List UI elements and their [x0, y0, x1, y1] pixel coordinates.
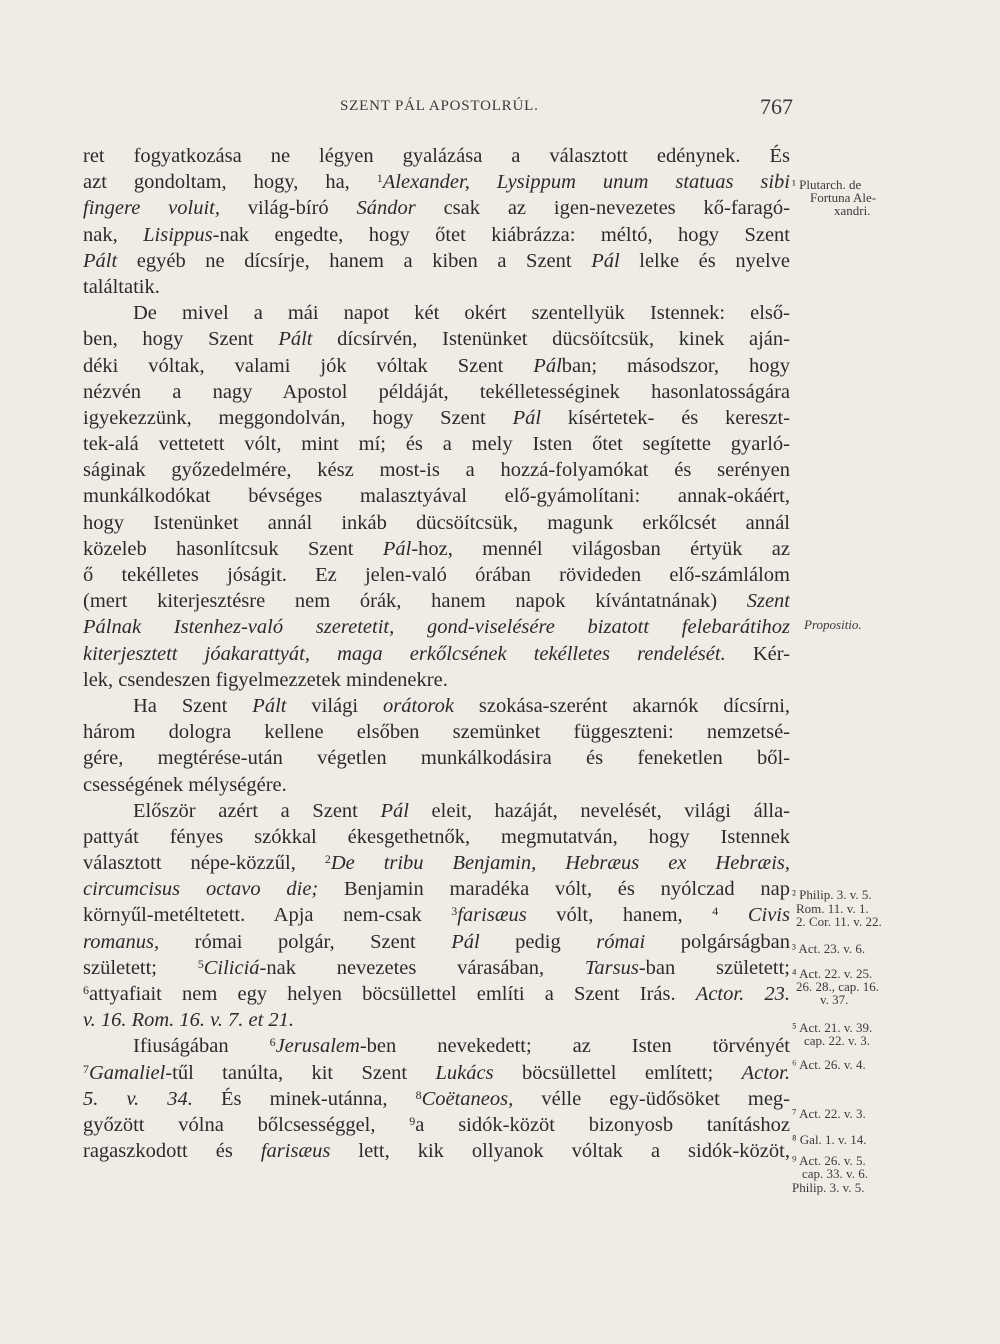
text-span: És minek-utánna, — [192, 1087, 416, 1110]
text-line — [83, 1033, 790, 1059]
margin-note-4 — [792, 967, 910, 1006]
margin-note-line: Philip. 3. v. 5. — [792, 1180, 865, 1195]
margin-note-6 — [792, 1058, 910, 1071]
margin-note-1 — [792, 178, 910, 217]
text-line: gére, megtérése-után végetlen munkálkodásira és feneketlen ből- — [83, 747, 790, 770]
name-italic: Lukács — [435, 1061, 494, 1084]
text-span: lelke és nyelve — [619, 249, 790, 272]
name-italic: Pál — [382, 537, 412, 560]
margin-note-9 — [792, 1154, 910, 1194]
text-line: lek, csendeszen figyelmezzetek mindenekre. — [83, 668, 448, 691]
margin-note-propositio — [792, 618, 910, 631]
margin-note-line: ¹ Plutarch. de — [792, 177, 862, 192]
text-span: Ha Szent — [133, 694, 253, 717]
margin-note-line: ⁹ Act. 26. v. 5. — [792, 1153, 866, 1168]
italic-span: Pálnak Istenhez-való szeretetit, gond-viselésére bizatott felebarátihoz — [83, 616, 790, 639]
footnote-ref: 9 — [409, 1113, 416, 1128]
name-italic: Pál — [451, 930, 480, 953]
text-line: csességének mélységére. — [83, 773, 287, 796]
text-line — [83, 326, 790, 352]
text-line: ret fogyatkozása ne légyen gyalázása a választott edénynek. És — [83, 145, 790, 167]
text-line: De mivel a mái napot két okért szentellyük Istennek: első- — [133, 302, 790, 325]
latin-quote: farisæus — [260, 1140, 331, 1163]
text-span: -tűl tanúlta, kit Szent — [165, 1061, 436, 1084]
text-span: győzött vólna bőlcsességgel, — [83, 1113, 410, 1136]
text-line — [83, 641, 790, 667]
margin-note-line: xandri. — [834, 203, 871, 218]
text-span: (mert kiterjesztésre nem órák, hanem napok kívántatnának) — [83, 590, 747, 613]
text-line — [83, 588, 790, 614]
text-span: csak az igen-nevezetes kő-faragó- — [415, 197, 790, 220]
text-line: találtatik. — [83, 275, 160, 298]
text-span: ben, hogy Szent — [83, 328, 279, 351]
text-line — [83, 353, 790, 379]
margin-note-2 — [792, 888, 910, 928]
text-line — [83, 955, 790, 981]
text-line — [83, 876, 790, 902]
text-span: Először azért a Szent — [133, 799, 381, 822]
running-title: SZENT PÁL APOSTOLRÚL. — [340, 98, 539, 114]
text-line — [83, 195, 790, 221]
text-span: környűl-metéltetett. Apja nem-csak — [83, 904, 452, 927]
text-span: ban; másodszor, hogy — [561, 354, 790, 377]
text-line: tek-alá vettetett vólt, mint mí; és a mely Isten őtet segítette gyarló- — [83, 433, 790, 456]
paragraph — [83, 798, 790, 1034]
latin-quote: Coëtaneos, — [421, 1087, 514, 1110]
margin-note-line: ³ Act. 23. v. 6. — [792, 941, 866, 956]
italic-span: kiterjesztett jóakarattyát, maga erkőlcsének tekélletes rendelését. — [83, 642, 726, 665]
text-span: eleit, hazáját, nevelését, világi álla- — [408, 799, 790, 822]
text-line: három dologra kellene elsőben szemünket függeszteni: nemzetsé- — [83, 721, 790, 744]
latin-quote: romanus, — [83, 930, 160, 953]
name-italic: Sándor — [356, 197, 416, 220]
text-span: világ-bíró — [219, 197, 357, 220]
name-italic: Pál — [533, 354, 562, 377]
footnote-ref: 1 — [376, 171, 383, 186]
text-span: Benjamin maradéka vólt, és nyólczad nap — [318, 878, 790, 901]
text-line — [83, 1112, 790, 1138]
text-span: a sidók-közöt bizonyosb tanításhoz — [415, 1113, 790, 1136]
margin-note-line: ² Philip. 3. v. 5. — [792, 887, 872, 902]
text-span: -nak engedte, hogy őtet kiábrázza: méltó, hogy Szent — [212, 223, 790, 246]
text-line: pattyát fényes szókkal ékesgethetnők, megmutatván, hogy Istennek — [83, 825, 790, 848]
text-line: hogy Istenünket annál inkáb dücsöítcsük, magunk erkőlcsét annál — [83, 511, 790, 534]
margin-note-line: cap. 22. v. 3. — [804, 1033, 870, 1048]
text-line — [83, 536, 790, 562]
text-span: azt gondoltam, hogy, ha, — [83, 171, 377, 194]
margin-note-8 — [792, 1133, 910, 1146]
name-italic: Pált — [252, 694, 287, 717]
text-line — [83, 405, 790, 431]
margin-note-7 — [792, 1107, 910, 1120]
main-text — [83, 143, 790, 1164]
citation-italic: v. 16. Rom. 16. v. 7. et 21. — [83, 1009, 295, 1032]
text-span: közeleb hasonlítcsuk Szent — [83, 537, 383, 560]
footnote-ref: 7 — [83, 1061, 89, 1076]
margin-note-line: ⁴ Act. 22. v. 25. — [792, 966, 873, 981]
text-span: kísértetek- és kereszt- — [541, 406, 790, 429]
text-line — [83, 222, 790, 248]
name-italic: Pált — [278, 328, 313, 351]
margin-note-5 — [792, 1021, 910, 1047]
text-line — [83, 1138, 790, 1164]
text-line — [83, 798, 790, 824]
footnote-ref: 8 — [415, 1087, 422, 1102]
text-line — [83, 1007, 790, 1033]
paragraph — [83, 1033, 790, 1164]
text-line — [83, 929, 790, 955]
margin-note-3 — [792, 942, 910, 955]
text-span: nak, — [83, 223, 144, 246]
name-italic: Pál — [380, 799, 409, 822]
margin-note-line: ⁶ Act. 26. v. 4. — [792, 1057, 866, 1072]
text-line: ő tekélletes jóságit. Ez jelen-való órában rövideden elő-számlálom — [83, 564, 790, 586]
margin-note-line: cap. 33. v. 6. — [802, 1166, 868, 1181]
margin-note-line: ⁸ Gal. 1. v. 14. — [792, 1132, 867, 1147]
italic-span: Szent — [746, 590, 790, 613]
text-line — [83, 693, 790, 719]
paragraph — [83, 300, 790, 693]
text-span: böcsüllettel említett; — [493, 1061, 742, 1084]
text-span: pedig — [479, 930, 597, 953]
text-span: egyéb ne dícsírje, hanem a kiben a Szent — [117, 249, 592, 272]
margin-note-line: 26. 28., cap. 16. — [796, 979, 880, 994]
name-italic: Jerusalem — [275, 1035, 360, 1058]
text-line: ságinak győzedelmére, kész most-is a hozzá-folyamókat és serényen — [83, 459, 790, 482]
latin-quote: Civis — [718, 904, 790, 927]
citation-italic: Actor. — [741, 1061, 790, 1084]
name-italic: Gamaliel — [89, 1061, 166, 1084]
margin-note-line: Fortuna Ale- — [810, 190, 877, 205]
text-line — [83, 1086, 790, 1112]
footnote-ref: 3 — [451, 904, 458, 919]
text-span: világi — [286, 694, 383, 717]
text-span: -ban született; — [638, 956, 790, 979]
text-line — [83, 1060, 790, 1086]
italic-span: orátorok — [383, 694, 454, 717]
latin-quote: circumcisus octavo die; — [83, 878, 319, 901]
footnote-ref: 6 — [269, 1035, 276, 1050]
citation-italic: Actor. 23. — [695, 983, 790, 1005]
text-span: -nak nevezetes várasában, — [259, 956, 585, 979]
text-span: római polgár, Szent — [159, 930, 452, 953]
text-span: attyafiait nem egy helyen böcsüllettel említi a Szent Irás. — [89, 983, 696, 1005]
text-span: szokása-szerént akarnók dícsírni, — [454, 694, 790, 717]
margin-note-line: 2. Cor. 11. v. 22. — [796, 914, 882, 929]
margin-note-line: Propositio. — [804, 617, 862, 632]
margin-note-line: ⁷ Act. 22. v. 3. — [792, 1106, 866, 1121]
text-span: igyekezzünk, meggondolván, hogy Szent — [83, 406, 513, 429]
text-line — [83, 614, 790, 640]
latin-quote: farisæus — [457, 904, 527, 927]
text-span: lett, kik ollyanok vóltak a sidók-közöt, — [330, 1140, 790, 1163]
margin-note-line: v. 37. — [820, 992, 849, 1007]
text-span: vélle egy-üdősöket meg- — [513, 1087, 790, 1110]
footnote-ref: 2 — [324, 852, 331, 867]
page-number: 767 — [760, 94, 793, 119]
text-span: -hoz, mennél világosban értyük az — [411, 537, 790, 560]
text-span: Kér- — [725, 642, 790, 665]
margin-note-line: ⁵ Act. 21. v. 39. — [792, 1020, 873, 1035]
text-span: ragaszkodott és — [83, 1140, 261, 1163]
text-span: -ben nevekedett; az Isten törvényét — [359, 1035, 790, 1058]
paragraph — [83, 693, 790, 798]
name-italic: Lisippus — [143, 223, 213, 246]
text-span: választott népe-közzűl, — [83, 852, 325, 875]
text-line — [83, 902, 790, 928]
name-italic: Pált — [83, 249, 118, 272]
text-line: nézvén a nagy Apostol példáját, tekélletességinek hasonlatosságára — [83, 380, 790, 403]
text-span: Ifiuságában — [133, 1035, 270, 1058]
footnote-ref: 4 — [712, 904, 719, 919]
name-italic: Pál — [591, 249, 620, 272]
name-italic: Pál — [512, 406, 542, 429]
margin-note-line: Rom. 11. v. 1. — [796, 901, 869, 916]
italic-span: római — [596, 930, 646, 953]
text-line — [83, 248, 790, 274]
text-span: született; — [83, 956, 198, 979]
footnote-ref: 6 — [83, 983, 89, 997]
paragraph — [83, 143, 790, 300]
text-span: déki vóltak, valami jók vóltak Szent — [83, 354, 534, 377]
text-line: munkálkodókat bévséges malasztyával elő-gyámolítani: annak-okáért, — [83, 485, 790, 508]
text-line — [83, 850, 790, 876]
citation-italic: 5. v. 34. — [83, 1087, 193, 1110]
latin-quote: De tribu Benjamin, Hebræus ex Hebræis, — [330, 852, 790, 875]
text-span: polgárságban — [645, 930, 790, 953]
text-line — [83, 981, 790, 1007]
name-italic: Ciliciá — [203, 956, 260, 979]
text-line — [83, 169, 790, 195]
text-span: vólt, hanem, — [526, 904, 713, 927]
name-italic: Tarsus — [584, 956, 639, 979]
running-header — [0, 96, 1000, 124]
latin-quote: Alexander, Lysippum unum statuas sibi — [382, 171, 790, 194]
latin-quote: fingere voluit, — [83, 197, 220, 220]
footnote-ref: 5 — [197, 956, 204, 971]
text-span: dícsírvén, Istenünket dücsöítcsük, kinek aján- — [312, 328, 790, 351]
